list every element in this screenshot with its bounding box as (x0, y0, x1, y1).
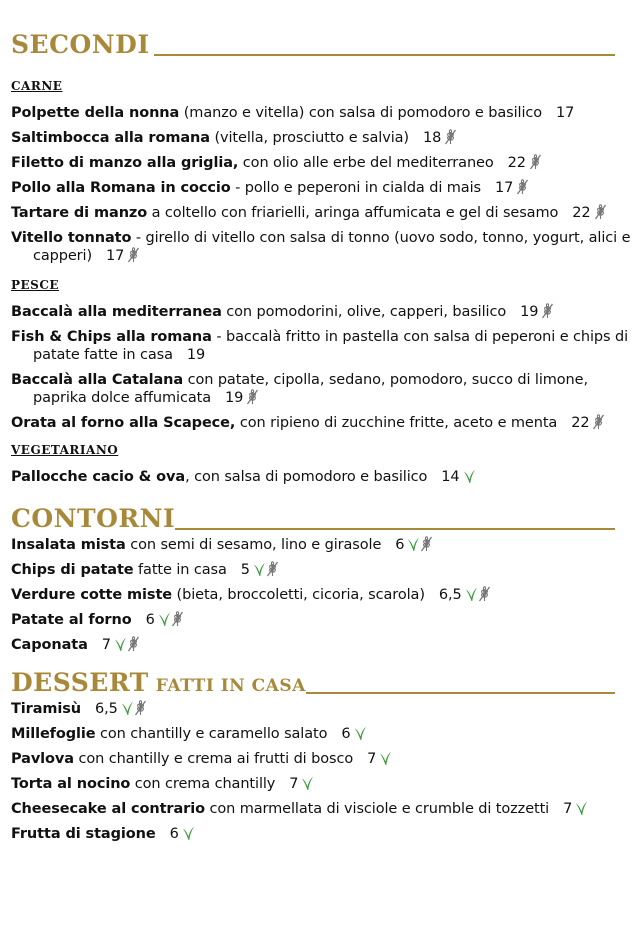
menu-item-name: Polpette della nonna (11, 105, 180, 121)
menu-item-description: con chantilly e caramello salato (95, 726, 328, 742)
menu-item-description: con patate, cipolla, sedano, pomodoro, succo di limone, paprika dolce affumicata (33, 372, 588, 406)
menu-item-price: 7 (101, 637, 111, 653)
menu-item-price: 22 (572, 205, 591, 221)
menu-item (11, 700, 631, 718)
menu-item-description: con pomodorini, olive, capperi, basilico (221, 304, 507, 320)
gluten-free-icon (516, 179, 529, 195)
menu-item-description: con marmellata di visciole e crumble di tozzetti (204, 801, 550, 817)
menu-item (11, 204, 631, 222)
vegetarian-icon (407, 537, 420, 552)
menu-item (11, 129, 631, 147)
menu-item-name: Patate al forno (11, 612, 132, 628)
gluten-free-icon (444, 129, 457, 145)
menu-item-name: Pallocche cacio & ova (11, 469, 186, 485)
menu-item-description: - baccalà fritto in pastella con salsa di peperoni e chips di patate fatte in casa (33, 329, 629, 363)
menu-item (11, 536, 631, 554)
menu-item-name: Orata al forno alla Scapece, (11, 415, 236, 431)
menu-item-price: 6,5 (438, 587, 462, 603)
menu-page (11, 30, 631, 843)
carne-list (11, 104, 631, 265)
menu-item-description: (manzo e vitella) con salsa di pomodoro e basilico (179, 105, 543, 121)
vegetarian-icon (121, 701, 134, 716)
menu-item-price: 19 (520, 304, 539, 320)
vegetarian-icon (301, 776, 314, 791)
menu-item (11, 414, 631, 432)
menu-item-price: 19 (186, 347, 206, 363)
menu-item (11, 561, 631, 579)
menu-item (11, 154, 631, 172)
menu-item (11, 611, 631, 629)
menu-item-price: 17 (556, 105, 575, 121)
menu-item (11, 371, 631, 407)
menu-item-description: con semi di sesamo, lino e girasole (125, 537, 382, 553)
vegetarian-icon (182, 826, 195, 841)
secondi-heading (11, 30, 631, 60)
gluten-free-icon (592, 414, 605, 430)
vegetarian-icon (158, 612, 171, 627)
heading-rule (306, 692, 615, 694)
menu-item-name: Millefoglie (11, 726, 96, 742)
vegetarian-icon (463, 469, 476, 484)
menu-item-name: Pavlova (11, 751, 74, 767)
menu-item (11, 229, 631, 265)
menu-item-name: Caponata (11, 637, 88, 653)
gluten-free-icon (246, 389, 259, 405)
pesce-list (11, 303, 631, 432)
menu-item-price: 22 (571, 415, 590, 431)
vegetariano-list (11, 468, 631, 486)
menu-item-name: Cheesecake al contrario (11, 801, 205, 817)
menu-item-price: 5 (240, 562, 250, 578)
vegetarian-icon (253, 562, 266, 577)
vegetariano-heading: VEGETARIANO (11, 443, 119, 457)
menu-item (11, 636, 631, 654)
menu-item-price: 7 (563, 801, 573, 817)
gluten-free-icon (420, 536, 433, 552)
menu-item-name: Chips di patate (11, 562, 134, 578)
menu-item-description: (vitella, prosciutto e salvia) (209, 130, 409, 146)
menu-item (11, 328, 631, 364)
menu-item-description: fatte in casa (133, 562, 227, 578)
menu-item-name: Pollo alla Romana in coccio (11, 180, 231, 196)
menu-item (11, 775, 631, 793)
menu-item-name: Insalata mista (11, 537, 126, 553)
menu-item-price: 22 (507, 155, 526, 171)
gluten-free-icon (127, 247, 140, 263)
carne-heading: CARNE (11, 79, 63, 93)
menu-item (11, 303, 631, 321)
menu-item-name: Saltimbocca alla romana (11, 130, 210, 146)
vegetarian-icon (114, 637, 127, 652)
menu-item-name: Frutta di stagione (11, 826, 156, 842)
gluten-free-icon (171, 611, 184, 627)
menu-item-price: 18 (422, 130, 442, 146)
menu-item-price: 19 (225, 390, 244, 406)
gluten-free-icon (529, 154, 542, 170)
dessert-heading (11, 668, 631, 698)
menu-item-description: , con salsa di pomodoro e basilico (185, 469, 428, 485)
menu-item-price: 6 (145, 612, 155, 628)
gluten-free-icon (127, 636, 140, 652)
heading-rule (175, 528, 615, 530)
menu-item-description: - girello di vitello con salsa di tonno (uovo sodo, tonno, yogurt, alici e capperi) (33, 230, 631, 264)
menu-item (11, 800, 631, 818)
menu-item-description: con chantilly e crema ai frutti di bosco (73, 751, 354, 767)
menu-item-price: 14 (441, 469, 460, 485)
vegetarian-icon (575, 801, 588, 816)
menu-item-description: a coltello con friarielli, aringa affumicata e gel di sesamo (147, 205, 559, 221)
menu-item-name: Verdure cotte miste (11, 587, 173, 603)
vegetarian-icon (379, 751, 392, 766)
menu-item (11, 725, 631, 743)
menu-item (11, 825, 631, 843)
dessert-list (11, 700, 631, 843)
menu-item-description: con ripieno di zucchine fritte, aceto e menta (235, 415, 558, 431)
menu-item-price: 7 (289, 776, 299, 792)
menu-item-price: 17 (494, 180, 514, 196)
menu-item-description: con olio alle erbe del mediterraneo (238, 155, 494, 171)
menu-item-name: Tartare di manzo (11, 205, 148, 221)
gluten-free-icon (266, 561, 279, 577)
vegetarian-icon (465, 587, 478, 602)
gluten-free-icon (594, 204, 607, 220)
menu-item-price: 6 (341, 726, 351, 742)
menu-item (11, 750, 631, 768)
gluten-free-icon (541, 303, 554, 319)
menu-item-price: 7 (367, 751, 377, 767)
menu-item (11, 104, 631, 122)
menu-item-description: - pollo e peperoni in cialda di mais (230, 180, 481, 196)
menu-item (11, 586, 631, 604)
pesce-heading: PESCE (11, 278, 60, 292)
contorni-heading (11, 504, 631, 534)
menu-item-name: Tiramisù (11, 701, 82, 717)
vegetarian-icon (354, 726, 367, 741)
menu-item (11, 179, 631, 197)
menu-item-description: (bieta, broccoletti, cicoria, scarola) (172, 587, 425, 603)
menu-item (11, 468, 631, 486)
contorni-list (11, 536, 631, 654)
heading-rule (154, 54, 615, 56)
menu-item-name: Filetto di manzo alla griglia, (11, 155, 239, 171)
menu-item-name: Baccalà alla mediterranea (11, 304, 222, 320)
dessert-subtitle: FATTI IN CASA (155, 676, 306, 696)
menu-item-price: 6,5 (95, 701, 118, 717)
menu-item-name: Baccalà alla Catalana (11, 372, 184, 388)
menu-item-name: Vitello tonnato (11, 230, 132, 246)
menu-item-price: 6 (395, 537, 405, 553)
secondi-title: SECONDI (11, 30, 150, 59)
menu-item-description: con crema chantilly (130, 776, 276, 792)
dessert-title: DESSERT (11, 668, 149, 697)
gluten-free-icon (134, 700, 147, 716)
gluten-free-icon (478, 586, 491, 602)
menu-item-name: Fish & Chips alla romana (11, 329, 212, 345)
menu-item-name: Torta al nocino (11, 776, 131, 792)
menu-item-price: 6 (169, 826, 179, 842)
menu-item-price: 17 (106, 248, 125, 264)
contorni-title: CONTORNI (11, 504, 176, 533)
